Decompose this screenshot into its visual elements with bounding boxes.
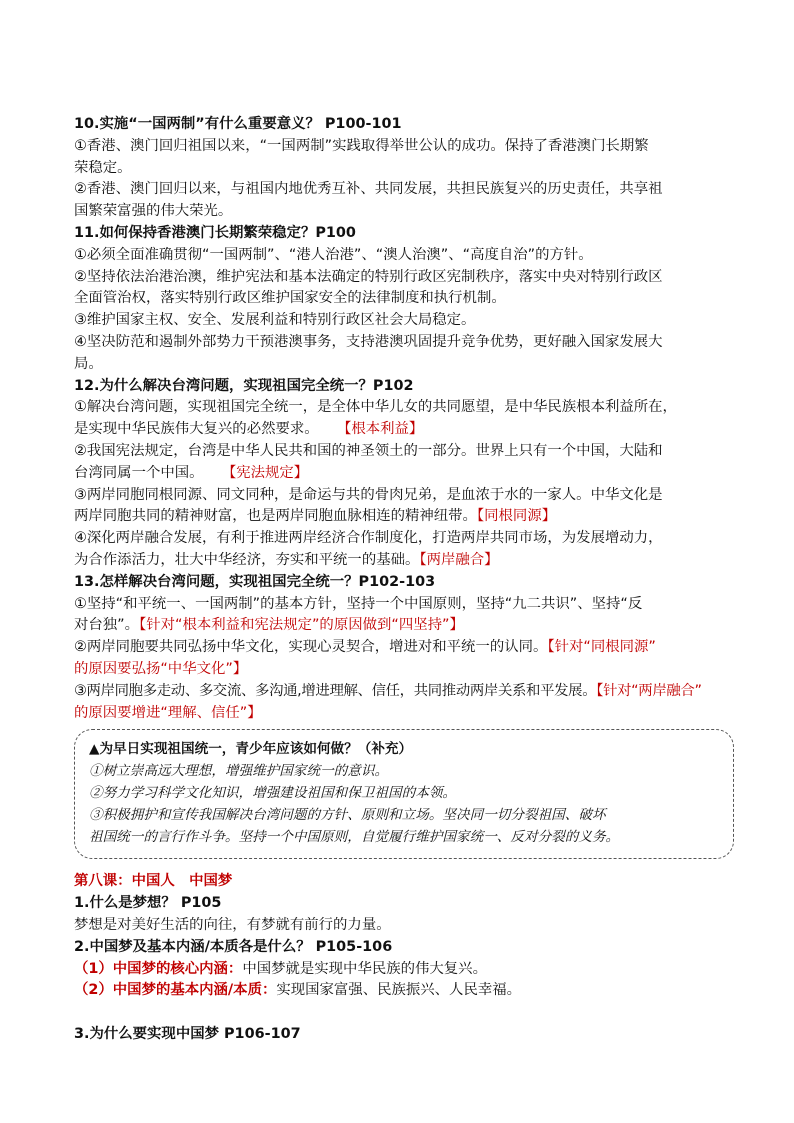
supplement-line: ②努力学习科学文化知识，增强建设祖国和保卫祖国的本领。 [89,785,457,802]
answer-line [74,419,734,441]
answer-line [74,463,734,485]
supplement-line: ③积极拥护和宣传我国解决台湾问题的方针、原则和立场。坚决同一切分裂祖国、破坏 [89,807,606,824]
answer-line: 梦想是对美好生活的向往，有梦就有前行的力量。 [74,916,391,933]
answer-line: 荣稳定。 [74,159,132,176]
answer-line [74,506,734,528]
answer-text: ②两岸同胞要共同弘扬中华文化，实现心灵契合，增进对和平统一的认同。 [74,639,548,656]
keyword-tag-line: 的原因要增进“理解、信任”】 [74,704,262,721]
answer-label: （1）中国梦的核心内涵： [74,960,243,977]
lesson-8-q3-title: 3.为什么要实现中国梦 P106-107 [74,1026,301,1043]
answer-line: 国繁荣富强的伟大荣光。 [74,203,233,220]
answer-line: ②坚持依法治港治澳，维护宪法和基本法确定的特别行政区宪制秩序，落实中央对特别行政区 [74,268,663,285]
answer-line [74,615,734,637]
lesson-8-q1-title: 1.什么是梦想？ P105 [74,895,222,912]
answer-line: 局。 [74,355,103,372]
answer-line: ①必须全面准确贯彻“一国两制”、“港人治港”、“澳人治澳”、“高度自治”的方针。 [74,246,593,263]
lesson-8-title: 第八课：中国人 中国梦 [74,873,233,890]
keyword-tag: 【宪法规定】 [221,464,309,481]
answer-line [74,550,734,572]
document-page [74,114,734,1046]
supplement-title: ▲为早日实现祖国统一，青少年应该如何做？（补充） [89,741,413,758]
answer-line: ①坚持“和平统一、一国两制”的基本方针，坚持一个中国原则，坚持“九二共识”、坚持“反 [74,595,643,612]
keyword-tag: 【根本利益】 [336,421,424,438]
keyword-tag-line: 的原因要弘扬“中华文化”】 [74,660,248,677]
answer-text: 台湾同属一个中国。 [74,464,204,481]
supplement-line: ①树立崇高远大理想，增强维护国家统一的意识。 [89,763,389,780]
answer-text: 两岸同胞共同的精神财富，也是两岸同胞血脉相连的精神纽带。 [74,508,477,525]
answer-line: ④深化两岸融合发展，有利于推进两岸经济合作制度化，打造两岸共同市场，为发展增动力， [74,530,663,547]
answer-line: ③两岸同胞同根同源、同文同种，是命运与共的骨肉兄弟，是血浓于水的一家人。中华文化是 [74,486,663,503]
answer-line [74,959,734,981]
answer-text: 对台独”。 [74,617,140,634]
supplement-box [74,729,734,859]
answer-line: ④坚决防范和遏制外部势力干预港澳事务，支持港澳巩固提升竞争优势，更好融入国家发展大 [74,333,663,350]
answer-text: 为合作添活力，壮大中华经济，夯实和平统一的基础。 [74,551,420,568]
supplement-line: 祖国统一的言行作斗争。坚持一个中国原则，自觉履行维护国家统一、反对分裂的义务。 [89,829,620,846]
answer-line: 全面管治权，落实特别行政区维护国家安全的法律制度和执行机制。 [74,290,506,307]
answer-text: ③两岸同胞多走动、多交流、多沟通,增进理解、信任，共同推动两岸关系和平发展。 [74,682,597,699]
answer-text: 是实现中华民族伟大复兴的必然要求。 [74,421,319,438]
spacer [74,1002,734,1024]
answer-line: ①解决台湾问题，实现祖国完全统一，是全体中华儿女的共同愿望，是中华民族根本利益所在， [74,399,677,416]
question-10-title: 10.实施“一国两制”有什么重要意义？ P100-101 [74,116,402,132]
question-12-title: 12.为什么解决台湾问题，实现祖国完全统一？P102 [74,377,414,394]
question-11-title: 11.如何保持香港澳门长期繁荣稳定？P100 [74,224,356,241]
answer-line: ②香港、澳门回归以来，与祖国内地优秀互补、共同发展，共担民族复兴的历史责任，共享祖 [74,181,663,198]
answer-text: 实现国家富强、民族振兴、人民幸福。 [276,982,522,999]
keyword-tag: 【两岸融合】 [419,551,499,568]
keyword-tag: 【针对“两岸融合” [596,682,702,699]
answer-line [74,980,734,1002]
keyword-tag: 【针对“同根同源” [547,639,656,656]
answer-line [74,681,734,703]
answer-line: ①香港、澳门回归祖国以来，“一国两制”实践取得举世公认的成功。保持了香港澳门长期繁 [74,137,649,154]
answer-line [74,637,734,659]
keyword-tag: 【针对“根本利益和宪法规定”的原因做到“四坚持”】 [139,617,464,634]
keyword-tag: 【同根同源】 [476,508,557,525]
answer-text: 中国梦就是实现中华民族的伟大复兴。 [242,960,487,977]
answer-line: ②我国宪法规定，台湾是中华人民共和国的神圣领土的一部分。世界上只有一个中国，大陆和 [74,442,663,459]
answer-line: ③维护国家主权、安全、发展利益和特别行政区社会大局稳定。 [74,312,476,329]
answer-label: （2）中国梦的基本内涵/本质： [74,982,277,999]
question-13-title: 13.怎样解决台湾问题，实现祖国完全统一？P102-103 [74,573,436,590]
lesson-8-q2-title: 2.中国梦及基本内涵/本质各是什么？ P105-106 [74,938,393,955]
